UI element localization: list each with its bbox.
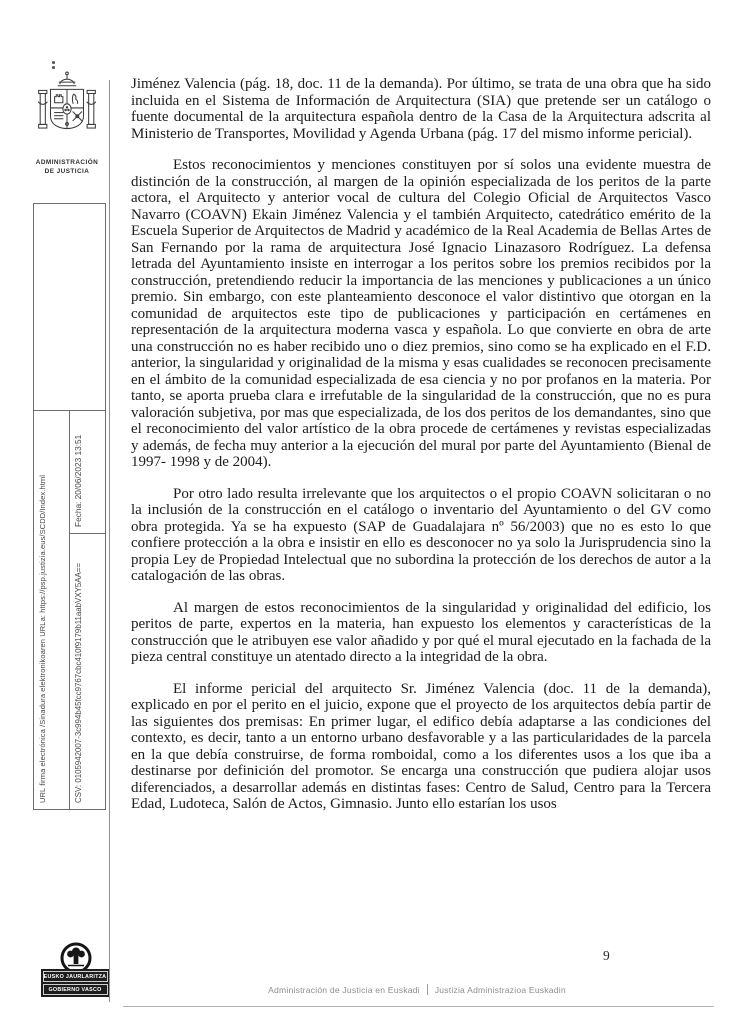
signature-csv-text: CSV: 0105942007-3c994b45fcc9767cbc410f9179b11aabVXY5AA== bbox=[74, 563, 83, 803]
signature-url-text: URL firma electrónica /Sinadura elektronikoaren URLa: https://psp.justizia.eus/SCDD/Index.html bbox=[38, 474, 47, 803]
scan-artifact-dot bbox=[52, 61, 55, 64]
footer-caption-eu: Justizia Administrazioa Euskadin bbox=[434, 984, 566, 995]
agency-label-line2: DE JUSTICIA bbox=[44, 167, 90, 175]
signature-date-text: Fecha: 20/06/2023 13:51 bbox=[73, 434, 83, 527]
basque-government-logo bbox=[41, 942, 111, 1006]
signature-date-cell bbox=[70, 411, 105, 534]
footer-caption-es: Administración de Justicia en Euskadi bbox=[268, 984, 420, 995]
footer-caption bbox=[120, 984, 714, 995]
justice-administration-emblem bbox=[33, 68, 101, 176]
basque-government-wordmark bbox=[41, 969, 109, 997]
signature-url-cell bbox=[34, 411, 70, 809]
signature-meta-column bbox=[70, 411, 105, 809]
coat-of-arms-spain-icon bbox=[34, 68, 100, 152]
paragraph: Por otro lado resulta irrelevante que los arquitectos o el propio COAVN solicitaran o no la inclusión de la construcción en el catálogo o inventario del Ayuntamiento o del GV como obra protegida. Ya se ha expuesto (SAP de Guadalajara nº 56/2003) que no es esto lo que confiere protección a la obra e insistir en ello es desconocer no ya solo la Jurisprudencia sino la propia Ley de Propiedad Intelectual que no subordina la protección de los derechos de autor a la catalogación de las obras. bbox=[131, 485, 711, 584]
agency-label bbox=[33, 159, 101, 176]
document-body bbox=[131, 76, 711, 828]
margin-divider-line bbox=[109, 80, 110, 1002]
paragraph: El informe pericial del arquitecto Sr. Jiménez Valencia (doc. 11 de la demanda), explicado en por el perito en el juicio, expone que el proyecto de los arquitectos debía partir de las siguientes dos premisas: En primer lugar, el edifico debía adaptarse a las condiciones del contexto, es decir, tanto a un entorno urbano desfavorable y a las particularidades de la parcela en la que debía construirse, de forma romboidal, como a los diferentes usos a los que iba a destinarse por definición del promotor. Se encarga una construcción que pudiera alojar usos diferenciados, a desarrollar además en distintas fases: Centro de Salud, Centro para la Tercera Edad, Ludoteca, Salón de Actos, Gimnasio. Junto ello estarían los usos bbox=[131, 680, 711, 812]
footer-separator bbox=[427, 984, 428, 995]
paragraph: Estos reconocimientos y menciones constituyen por sí solos una evidente muestra de distinción de la construcción, al margen de la opinión especializada de los peritos de la parte actora, el Arquitecto y anterior vocal de cultura del Colegio Oficial de Arquitectos Vasco Navarro (COAVN) Ekain Jiménez Valencia y el también Arquitecto, catedrático emérito de la Escuela Superior de Arquitectos de Madrid y académico de la Real Academia de Bellas Artes de San Fernando por la rama de arquitectura José Ignacio Linazasoro Rodríguez. La defensa letrada del Ayuntamiento insiste en interrogar a los peritos sobre los premios recibidos por la construcción, pretendiendo reducir la importancia de las menciones y publicaciones a un único premio. Sin embargo, con este planteamiento desconoce el valor distintivo que otorgan en la comunidad de arquitectos este tipo de publicaciones y participación en certámenes en representación de la arquitectura moderna vasca y española. Lo que convierte en obra de arte una construcción no es haber recibido uno o diez premios, sino como se ha explicado en el F.D. anterior, la singularidad y originalidad de la misma y esas cualidades se reconocen precisamente en el ámbito de la comunidad especializada de esa ciencia y no por profanos en la materia. Por tanto, se aporta prueba clara e irrefutable de la singularidad de la construcción, que no es pura valoración subjetiva, por mas que especializada, de los dos peritos de los demandantes, sino que el reconocimiento del valor artístico de la obra procede de certámenes y revistas especializadas y además, de fecha muy anterior a la ejecución del mural por parte del Ayuntamiento (Bienal de 1997- 1998 y de 2004). bbox=[131, 157, 711, 470]
basque-government-name-eu: EUSKO JAURLARITZA bbox=[43, 971, 108, 983]
page-number: 9 bbox=[603, 948, 610, 963]
agency-label-line1: ADMINISTRACIÓN bbox=[35, 159, 99, 166]
signature-stamp-box bbox=[33, 203, 106, 412]
footer-rule-line bbox=[123, 1006, 714, 1007]
paragraph: Al margen de estos reconocimientos de la singularidad y originalidad del edificio, los peritos de parte, expertos en la materia, han expuesto los elementos y características de la construcción que le atribuyen ese valor añadido y por qué el mural ejecutado en la fachada de la pieza central constituye un atentado directo a la integridad de la obra. bbox=[131, 599, 711, 665]
basque-government-name-es: GOBIERNO VASCO bbox=[43, 984, 108, 996]
signature-csv-cell bbox=[70, 534, 105, 809]
paragraph: Jiménez Valencia (pág. 18, doc. 11 de la demanda). Por último, se trata de una obra que ha sido incluida en el Sistema de Información de Arquitectura (SIA) que pretende ser un catálogo o fuente documental de la arquitectura española dentro de la Casa de la Arquitectura adscrita al Ministerio de Transportes, Movilidad y Agenda Urbana (pág. 17 del mismo informe pericial). bbox=[131, 76, 711, 142]
electronic-signature-table bbox=[33, 410, 106, 810]
